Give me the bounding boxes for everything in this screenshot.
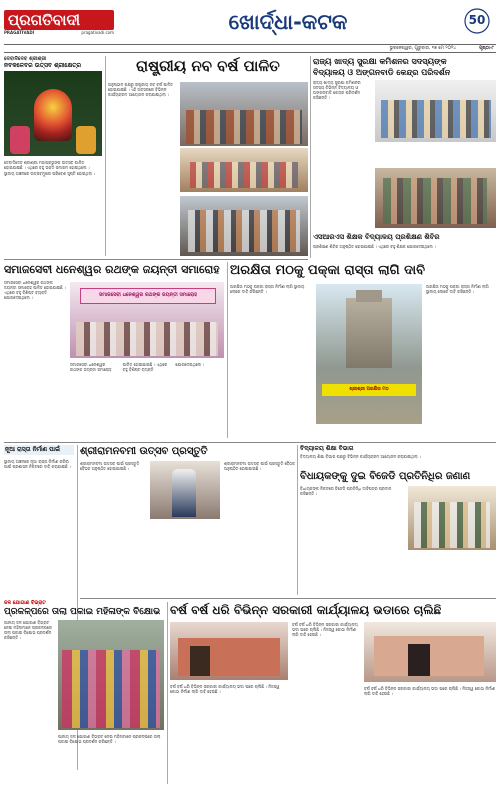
- kicker: ଜଳ ଯୋଗାଣ ବିଭ୍ରାଟ: [4, 600, 46, 606]
- dateline-bar: [4, 44, 496, 53]
- article-body: ଅନୁଷ୍ଠାନ ପକ୍ଷରୁ ରାଷ୍ଟ୍ରୀୟ ନବ ବର୍ଷ ପାଳିତ ହୋଇଯାଇଛି । ଏହି ଅବସରରେ ବିଭିନ୍ନ କାର୍ଯ୍ୟକ୍ରମ ଆୟୋଜନ କରାଯାଇଥିଲା ।: [108, 82, 173, 97]
- deity-photo: [4, 71, 102, 156]
- event-photo: [70, 282, 224, 358]
- masthead: [4, 4, 496, 44]
- logo-sub: PRAGATIVADI: [4, 30, 35, 35]
- article-new-year: [108, 56, 308, 258]
- office-photo-2: [364, 622, 496, 682]
- kicker: ଦେବାଦିଦେବ ଶ୍ରୀଶ୍ରୀ: [4, 56, 47, 62]
- article-body: ଅରକ୍ଷିତା ମଠକୁ ପକ୍କା ରାସ୍ତା ନିର୍ମାଣ ଲାଗି ସ୍ଥାନୀୟ ଲୋକେ ଦାବି କରିଛନ୍ତି ।: [230, 284, 305, 294]
- article-headline[interactable]: ରାଜ୍ୟ ଖାଦ୍ୟ ସୁରକ୍ଷା କମିଶନର ସଦସ୍ୟଙ୍କ: [313, 57, 447, 66]
- website-link[interactable]: pragativadi.com: [81, 30, 114, 35]
- article-body: ଦେବାଦିଦେବ ଶ୍ରୀଶ୍ରୀ ମହାପ୍ରଭୁଙ୍କ ଉତ୍ସବ ପାଳିତ ହୋଇଯାଇଛି । ଏଥିରେ ବହୁ ଭକ୍ତ ସମାଗମ ହୋଇଥିଲେ । ସ୍ଥାନୀୟ ଅଞ୍ଚଳରେ ଉତ୍ସବମୁଖର ପରିବେଶ ସୃଷ୍ଟି ହୋଇଥିଲା ।: [4, 160, 96, 176]
- article-headline[interactable]: ରାଷ୍ଟ୍ରୀୟ ନବ ବର୍ଷ ପାଳିତ: [136, 57, 280, 75]
- math-photo: [316, 284, 422, 424]
- article-body: ଶ୍ରୀରାମନବମୀ ଉତ୍ସବ ପାଇଁ ପ୍ରସ୍ତୁତି ବୈଠକ ଅନୁଷ୍ଠିତ ହୋଇଯାଇଛି ।: [80, 461, 140, 471]
- article-headline[interactable]: ସମାଜସେବୀ ଧନେଶ୍ୱର ରଥଙ୍କ ଜୟନ୍ତୀ ସମାରୋହ: [4, 263, 220, 276]
- article-headline[interactable]: ଏସଆରଏସ ଶିକ୍ଷକ ବିଦ୍ୟାଳୟ ପ୍ରଶିକ୍ଷଣ ଶିବିର: [313, 233, 440, 241]
- article-headline[interactable]: ବିଧାୟକଙ୍କୁ ଦୁଇ ବିଜେଡି ପ୍ରତିନିଧିର ଜଣାଣ: [300, 471, 471, 482]
- article-water-protest: ଜଳ ଯୋଗାଣ ବିଭ୍ରାଟ ପ୍ରକଳ୍ପରେ ତାଲା ପକାଇ ମହିଳାଙ୍କ ବିକ୍ଷୋଭ ପାନୀୟ ଜଳ ଯୋଗାଣ ବିଭ୍ରାଟ ନେଇ ମହିଳାମାନେ ପ୍ରକଳ୍ପରେ ତାଲା ପକାଇ ବିକ୍ଷୋଭ ପ୍ରଦର୍ଶନ କରିଛନ୍ତି । ପାନୀୟ ଜଳ ଯୋଗାଣ ବିଭ୍ରାଟ ନେଇ ମହିଳାମାନେ ପ୍ରକଳ୍ପରେ ତାଲା ପକାଇ ବିକ୍ଷୋଭ ପ୍ରଦର୍ଶନ କରିଛନ୍ତି ।: [4, 600, 164, 786]
- article-school-education: [300, 445, 496, 469]
- article-body: ବର୍ଷ ବର୍ଷ ଧରି ବିଭିନ୍ନ ସରକାରୀ କାର୍ଯ୍ୟାଳୟ ଭଡା ଘରେ ଚାଲିଛି । ନିଜସ୍ୱ କୋଠା ନିର୍ମାଣ ଲାଗି ଦାବି ହେଉଛି ।: [292, 622, 358, 637]
- article-body: ପ୍ରଶିକ୍ଷଣ ଶିବିର ଅନୁଷ୍ଠିତ ହୋଇଯାଇଛି । ଏଥିରେ ବହୁ ଶିକ୍ଷକ ଯୋଗଦେଇଥିଲେ ।: [313, 244, 436, 249]
- commission-photo-1: [375, 80, 496, 142]
- article-food-commission: [313, 56, 496, 230]
- anniversary-emblem: [464, 8, 490, 34]
- logo-text: ପ୍ରଗତିବାଦୀ: [4, 10, 114, 30]
- logo-block[interactable]: [4, 10, 114, 36]
- commission-photo-2: [375, 168, 496, 228]
- article-headline[interactable]: ଅରକ୍ଷିତା ମଠକୁ ପକ୍କା ରାସ୍ତା ଲାଗି ଦାବି: [230, 263, 425, 278]
- meeting-photo: [150, 461, 220, 519]
- article-ramnavami: ଶ୍ରୀରାମନବମୀ ଉତ୍ସବ ପ୍ରସ୍ତୁତି ଶ୍ରୀରାମନବମୀ ଉତ୍ସବ ପାଇଁ ପ୍ରସ୍ତୁତି ବୈଠକ ଅନୁଷ୍ଠିତ ହୋଇଯାଇଛି । ଶ୍ରୀରାମନବମୀ ଉତ୍ସବ ପାଇଁ ପ୍ରସ୍ତୁତି ବୈଠକ ଅନୁଷ୍ଠିତ ହୋଇଯାଇଛି ।: [80, 445, 295, 595]
- article-headline[interactable]: ବିଦ୍ୟାଳୟ ଶିକ୍ଷା ବିଭାଗ: [300, 445, 354, 452]
- event-banner: ସମାଜସେବୀ ଧନେଶ୍ୱର ରଥଙ୍କ ଜୟନ୍ତୀ ସମାରୋହ: [80, 288, 216, 304]
- article-headline[interactable]: ନୂଆ ରାସ୍ତା ନିର୍ମାଣ ପାଇଁ: [4, 445, 74, 455]
- article-body: ବିଧାୟକଙ୍କ ନିକଟରେ ବିଜେଡି ପ୍ରତିନିଧି ଦାବିପତ୍ର ପ୍ରଦାନ କରିଛନ୍ତି ।: [300, 486, 392, 496]
- article-mla-bjd: [300, 470, 496, 595]
- new-year-photo-2: [180, 148, 308, 192]
- article-body: ସମାଜସେବୀ ଧନେଶ୍ୱର ରଥଙ୍କ ଜୟନ୍ତୀ ସମାରୋହ ପାଳିତ ହୋଇଯାଇଛି । ଏଥିରେ ବହୁ ବିଶିଷ୍ଟ ବ୍ୟକ୍ତି ଯୋଗଦେଇଥିଲେ ।: [4, 280, 66, 300]
- article-arakshita-road: ଅରକ୍ଷିତା ମଠକୁ ପକ୍କା ରାସ୍ତା ଲାଗି ଦାବି ଅରକ୍ଷିତା ମଠକୁ ପକ୍କା ରାସ୍ତା ନିର୍ମାଣ ଲାଗି ସ୍ଥାନୀୟ ଲୋକେ ଦାବି କରିଛନ୍ତି । ଶ୍ରୀଶ୍ରୀ ଅରକ୍ଷିତା ମଠ ଅରକ୍ଷିତା ମଠକୁ ପକ୍କା ରାସ୍ତା ନିର୍ମାଣ ଲାଗି ସ୍ଥାନୀୟ ଲୋକେ ଦାବି କରିଛନ୍ତି ।: [230, 262, 496, 432]
- new-year-photo-1: [180, 82, 308, 146]
- article-body: ରାଜ୍ୟ ଖାଦ୍ୟ ସୁରକ୍ଷା କମିଶନର ସଦସ୍ୟ ବିଭିନ୍ନ ବିଦ୍ୟାଳୟ ଓ ଅଙ୍ଗନବାଡି କେନ୍ଦ୍ର ପରିଦର୍ଶନ କରିଛନ୍ତି ।: [313, 80, 361, 100]
- article-headline[interactable]: ପ୍ରକଳ୍ପରେ ତାଲା ପକାଇ ମହିଳାଙ୍କ ବିକ୍ଷୋଭ: [4, 607, 161, 617]
- article-deity: [4, 56, 102, 256]
- edition-name: ଖୋର୍ଦ୍ଧା-କଟକ: [228, 10, 348, 34]
- anniversary-number: 50: [468, 13, 486, 27]
- article-body: ପାନୀୟ ଜଳ ଯୋଗାଣ ବିଭ୍ରାଟ ନେଇ ମହିଳାମାନେ ପ୍ରକଳ୍ପରେ ତାଲା ପକାଇ ବିକ୍ଷୋଭ ପ୍ରଦର୍ଶନ କରିଛନ୍ତି ।: [4, 620, 52, 640]
- article-headline[interactable]: ଶ୍ରୀରାମନବମୀ ଉତ୍ସବ ପ୍ରସ୍ତୁତି: [80, 446, 208, 457]
- page-label: ପୃଷ୍ଠା-୮: [479, 46, 494, 51]
- article-headline[interactable]: ବର୍ଷ ବର୍ଷ ଧରି ବିଭିନ୍ନ ସରକାରୀ କାର୍ଯ୍ୟାଳୟ ଭଡାରେ ଚାଲିଛି: [170, 603, 442, 617]
- article-headline-2[interactable]: ବିଦ୍ୟାଳୟ ଓ ଅଙ୍ଗନବାଡି କେନ୍ଦ୍ର ପରିଦର୍ଶନ: [313, 68, 451, 77]
- article-dhaneswar-rath: ସମାଜସେବୀ ଧନେଶ୍ୱର ରଥଙ୍କ ଜୟନ୍ତୀ ସମାରୋହ ସମାଜସେବୀ ଧନେଶ୍ୱର ରଥଙ୍କ ଜୟନ୍ତୀ ସମାରୋହ ପାଳିତ ହୋଇଯାଇଛି । ଏଥିରେ ବହୁ ବିଶିଷ୍ଟ ବ୍ୟକ୍ତି ଯୋଗଦେଇଥିଲେ । ସମାଜସେବୀ ଧନେଶ୍ୱର ରଥଙ୍କ ଜୟନ୍ତୀ ସମାରୋହ ସମାଜସେବୀ ଧନେଶ୍ୱର ରଥଙ୍କ ଜୟନ୍ତୀ ସମାରୋହ ପାଳିତ ହୋଇଯାଇଛି । ଏଥିରେ ବହୁ ବିଶିଷ୍ଟ ବ୍ୟକ୍ତି ଯୋଗଦେଇଥିଲେ ।: [4, 262, 224, 442]
- office-photo-1: [170, 622, 288, 680]
- article-body: ବିଦ୍ୟାଳୟ ଶିକ୍ଷା ବିଭାଗ ପକ୍ଷରୁ ବିଭିନ୍ନ କାର୍ଯ୍ୟକ୍ରମ ଆୟୋଜନ କରାଯାଇଥିଲା ।: [300, 454, 421, 459]
- article-govt-offices: ବର୍ଷ ବର୍ଷ ଧରି ବିଭିନ୍ନ ସରକାରୀ କାର୍ଯ୍ୟାଳୟ ଭଡାରେ ଚାଲିଛି ବର୍ଷ ବର୍ଷ ଧରି ବିଭିନ୍ନ ସରକାରୀ କାର୍ଯ୍ୟାଳୟ ଭଡା ଘରେ ଚାଲିଛି । ନିଜସ୍ୱ କୋଠା ନିର୍ମାଣ ଲାଗି ଦାବି ହେଉଛି । ବର୍ଷ ବର୍ଷ ଧରି ବିଭିନ୍ନ ସରକାରୀ କାର୍ଯ୍ୟାଳୟ ଭଡା ଘରେ ଚାଲିଛି । ନିଜସ୍ୱ କୋଠା ନିର୍ମାଣ ଲାଗି ଦାବି ହେଉଛି । ବର୍ଷ ବର୍ଷ ଧରି ବିଭିନ୍ନ ସରକାରୀ କାର୍ଯ୍ୟାଳୟ ଭଡା ଘରେ ଚାଲିଛି । ନିଜସ୍ୱ କୋଠା ନିର୍ମାଣ ଲାଗି ଦାବି ହେଉଛି ।: [170, 602, 496, 786]
- article-body: ସ୍ଥାନୀୟ ଅଞ୍ଚଳରେ ନୂଆ ରାସ୍ତା ନିର୍ମାଣ କରିବା ପାଇଁ ପ୍ରଶାସନ ନିକଟରେ ଦାବି କରାଯାଇଛି ।: [4, 459, 71, 469]
- protest-photo: [58, 620, 164, 730]
- article-headline[interactable]: ନବକଳେବର ଉତ୍ସବ ଶ୍ରୀକ୍ଷେତ୍ର: [4, 62, 82, 69]
- dateline: ଭୁବନେଶ୍ୱର, ଗୁରୁବାର, ୧୭ ମେ ୨୦୨୪: [389, 46, 456, 51]
- temple-sign: ଶ୍ରୀଶ୍ରୀ ଅରକ୍ଷିତା ମଠ: [322, 384, 416, 396]
- group-photo: [180, 196, 308, 256]
- delegation-photo: [408, 486, 496, 550]
